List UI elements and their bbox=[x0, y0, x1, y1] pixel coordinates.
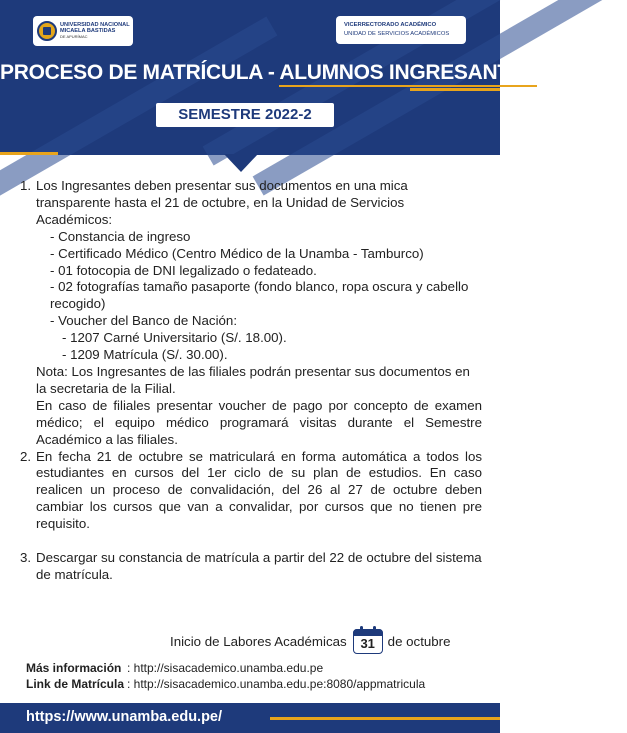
footer-accent-bar bbox=[270, 717, 500, 720]
title-part-2: ALUMNOS INGRESANTES bbox=[279, 61, 537, 87]
semester-badge: SEMESTRE 2022-2 bbox=[156, 103, 334, 127]
start-date-line bbox=[170, 628, 451, 654]
matricula-link-row bbox=[26, 676, 425, 692]
document-item: - 01 fotocopia de DNI legalizado o fedateado. bbox=[50, 262, 317, 278]
title-accent-bar bbox=[410, 88, 500, 91]
start-label: Inicio de Labores Académicas bbox=[170, 633, 347, 649]
document-item: - Certificado Médico (Centro Médico de la Unamba - Tamburco) bbox=[50, 245, 424, 261]
office-box bbox=[336, 16, 466, 44]
voucher-item: - 1207 Carné Universitario (S/. 18.00). bbox=[62, 330, 287, 346]
info-link[interactable]: : http://sisacademico.unamba.edu.pe bbox=[127, 661, 324, 675]
start-suffix: de octubre bbox=[387, 633, 451, 649]
calendar-icon bbox=[353, 629, 383, 654]
title-part-1: PROCESO DE MATRÍCULA - bbox=[0, 61, 280, 84]
item-number: 3. bbox=[20, 550, 32, 566]
item-3-text: Descargar su constancia de matrícula a partir del 22 de octubre del sistema de matrícula. bbox=[36, 550, 482, 582]
item-2-text: En fecha 21 de octubre se matriculará en forma automática a todos los estudiantes en cursos del 1er ciclo de su plan de estudios. En caso realicen un proceso de convalidación, del 26 al 27 de octubre deben cambiar los cursos que van a convalidar, por cursos que no tienen pre requisito. bbox=[36, 448, 482, 532]
document-list bbox=[36, 229, 482, 330]
document-item: - Voucher del Banco de Nación: bbox=[50, 313, 238, 329]
instruction-item-3 bbox=[20, 550, 482, 584]
logo-line-3: DE APURÍMAC bbox=[60, 33, 88, 39]
filiales-exam-text: En caso de filiales presentar voucher de pago por concepto de examen médico; el equipo médico programará visitas durante el Semestre Académico a las filiales. bbox=[36, 397, 482, 447]
page-title bbox=[0, 61, 538, 85]
voucher-item: - 1209 Matrícula (S/. 30.00). bbox=[62, 347, 228, 363]
footer bbox=[0, 703, 500, 733]
instruction-item-2 bbox=[20, 449, 482, 534]
university-seal-icon bbox=[37, 21, 57, 41]
matricula-label: Link de Matrícula bbox=[26, 677, 125, 691]
voucher-list bbox=[36, 330, 482, 364]
footer-website-link[interactable]: https://www.unamba.edu.pe/ bbox=[26, 709, 223, 725]
university-logo bbox=[33, 16, 133, 46]
info-label: Más información bbox=[26, 661, 122, 675]
vicerrectorado-label: VICERRECTORADO ACADÉMICO bbox=[344, 22, 437, 28]
instructions bbox=[20, 178, 482, 584]
document-item: - 02 fotografías tamaño pasaporte (fondo blanco, ropa oscura y cabello recogido) bbox=[50, 279, 469, 312]
header-banner bbox=[0, 0, 538, 155]
instruction-item-1 bbox=[20, 178, 482, 449]
header-notch bbox=[224, 154, 258, 172]
logo-line-1: UNIVERSIDAD NACIONAL bbox=[60, 22, 130, 29]
item-number: 1. bbox=[20, 178, 32, 193]
logo-line-2: MICAELA BASTIDAS bbox=[60, 28, 116, 34]
filiales-note: Nota: Los Ingresantes de las filiales podrán presentar sus documentos en la secretaria de la Filial. bbox=[36, 363, 470, 396]
item-1-intro: Los Ingresantes deben presentar sus documentos en una mica transparente hasta el 21 de octubre, en la Unidad de Servicios Académicos: bbox=[36, 178, 408, 227]
document-item: - Constancia de ingreso bbox=[50, 228, 191, 244]
info-link-row bbox=[26, 660, 425, 676]
header-accent-bar bbox=[0, 152, 58, 155]
item-number: 2. bbox=[20, 448, 32, 464]
matricula-link[interactable]: : http://sisacademico.unamba.edu.pe:8080/appmatricula bbox=[127, 677, 426, 691]
links-section bbox=[26, 660, 425, 692]
unidad-label: UNIDAD DE SERVICIOS ACADÉMICOS bbox=[344, 31, 450, 37]
calendar-day: 31 bbox=[360, 635, 375, 651]
